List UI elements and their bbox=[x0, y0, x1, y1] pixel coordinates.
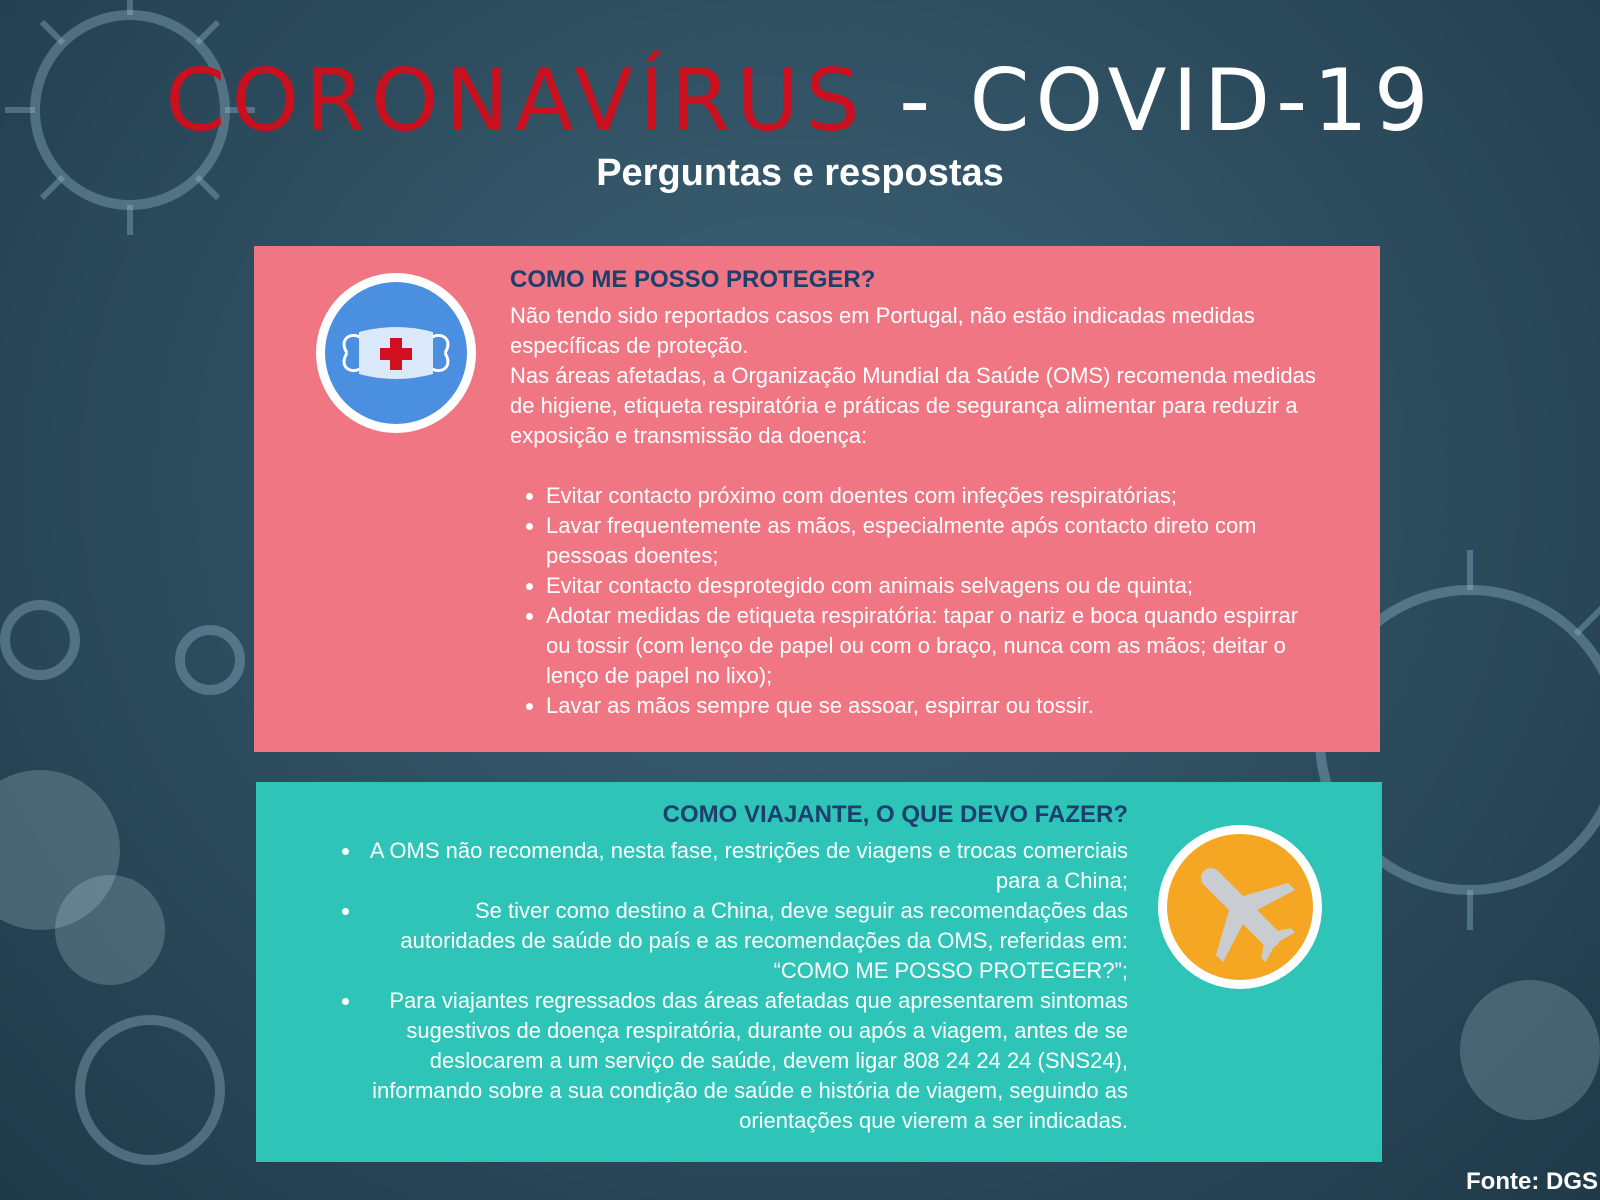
medical-mask-icon bbox=[316, 273, 476, 433]
page-subtitle: Perguntas e respostas bbox=[596, 152, 1004, 194]
airplane-icon bbox=[1158, 825, 1322, 989]
list-item: • Se tiver como destino a China, deve seguir as recomendações das autoridades de saúde do país e as recomendações da OMS, referidas em: “COMO ME POSSO PROTEGER?”; bbox=[362, 896, 1128, 986]
protection-intro-2: Nas áreas afetadas, a Organização Mundial da Saúde (OMS) recomenda medidas de higiene, etiqueta respiratória e práticas de segurança alimentar para reduzir a exposição e transmissão da doença: bbox=[510, 363, 1316, 448]
traveler-list bbox=[320, 836, 1128, 1136]
title-coronavirus: CORONAVÍRUS bbox=[165, 51, 866, 151]
list-item: • Evitar contacto próximo com doentes com infeções respiratórias; bbox=[546, 481, 1320, 511]
title-covid: - COVID-19 bbox=[865, 51, 1435, 151]
protection-list bbox=[510, 481, 1320, 721]
page-title bbox=[0, 51, 1600, 151]
traveler-heading: COMO VIAJANTE, O QUE DEVO FAZER? bbox=[662, 801, 1128, 828]
list-item: • Evitar contacto desprotegido com animais selvagens ou de quinta; bbox=[546, 571, 1320, 601]
list-item: • Adotar medidas de etiqueta respiratória: tapar o nariz e boca quando espirrar ou tossir (com lenço de papel ou com o braço, nunca com as mãos; deitar o lenço de papel no lixo); bbox=[546, 601, 1320, 691]
protection-content bbox=[510, 265, 1320, 721]
list-item: • A OMS não recomenda, nesta fase, restrições de viagens e trocas comerciais para a China; bbox=[362, 836, 1128, 896]
protection-intro-1: Não tendo sido reportados casos em Portugal, não estão indicadas medidas específicas de proteção. bbox=[510, 303, 1255, 358]
list-item: • Para viajantes regressados das áreas afetadas que apresentarem sintomas sugestivos de doença respiratória, durante ou após a viagem, antes de se deslocarem a um serviço de saúde, devem ligar 808 24 24 24 (SNS24), informando sobre a sua condição de saúde e história de viagem, seguindo as orientações que vierem a ser indicadas. bbox=[362, 986, 1128, 1136]
list-item: • Lavar frequentemente as mãos, especialmente após contacto direto com pessoas doentes; bbox=[546, 511, 1320, 571]
traveler-content bbox=[320, 800, 1128, 1136]
source-credit: Fonte: DGS bbox=[1466, 1168, 1598, 1195]
list-item: • Lavar as mãos sempre que se assoar, espirrar ou tossir. bbox=[546, 691, 1320, 721]
protection-heading: COMO ME POSSO PROTEGER? bbox=[510, 266, 876, 293]
